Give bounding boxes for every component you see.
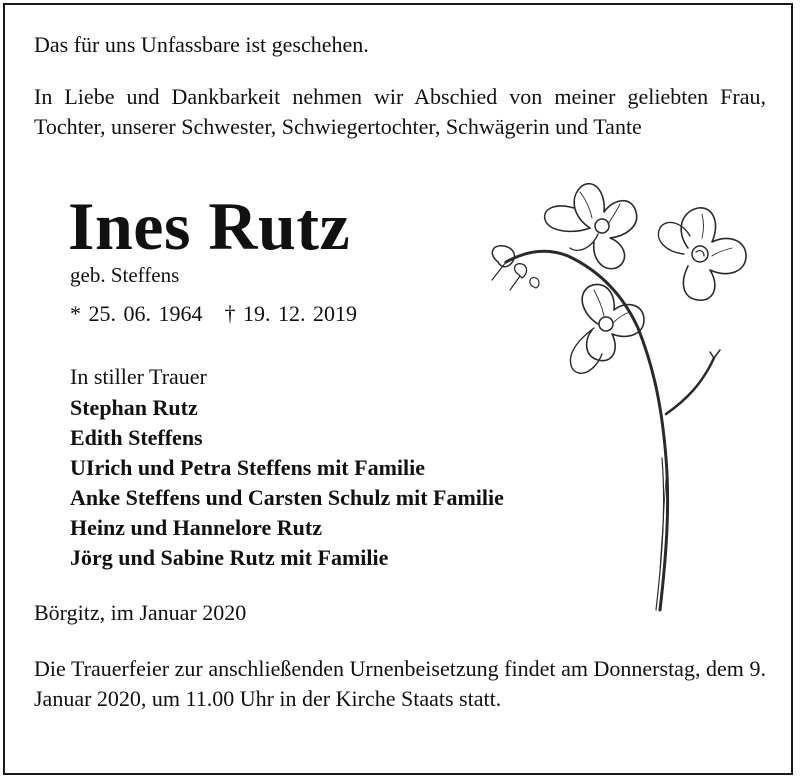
funeral-information: Die Trauerfeier zur anschließenden Urnenbeisetzung findet am Donnerstag, dem 9. Januar 2020, um 11.00 Uhr in der Kirche Staats statt. <box>34 656 766 711</box>
deceased-name: Ines Rutz <box>68 188 351 264</box>
mourner-name: Edith Steffens <box>70 425 203 450</box>
birth-name: geb. Steffens <box>70 263 180 287</box>
mourner-name: UIrich und Petra Steffens mit Familie <box>70 455 425 480</box>
death-date: † 19. 12. 2019 <box>224 301 357 326</box>
farewell-paragraph: In Liebe und Dankbarkeit nehmen wir Abschied von meiner geliebten Frau, Tochter, unserer Schwester, Schwiegertochter, Schwägerin und Tante <box>34 84 766 139</box>
mourner-name: Stephan Rutz <box>70 395 198 420</box>
mourners-list <box>70 393 504 573</box>
birth-date: * 25. 06. 1964 <box>70 301 203 326</box>
mourning-label: In stiller Trauer <box>70 364 207 389</box>
orchid-stem <box>506 251 668 610</box>
mourner-name: Jörg und Sabine Rutz mit Familie <box>70 545 389 570</box>
orchid-illustration-icon <box>470 178 770 618</box>
orchid-flower <box>681 208 746 300</box>
orchid-bud <box>492 246 514 267</box>
life-dates <box>70 300 357 328</box>
place-and-date: Börgitz, im Januar 2020 <box>34 600 247 625</box>
mourner-name: Anke Steffens und Carsten Schulz mit Familie <box>70 485 504 510</box>
orchid-side-shoot <box>666 358 714 414</box>
mourner-name: Heinz und Hannelore Rutz <box>70 515 323 540</box>
intro-line: Das für uns Unfassbare ist geschehen. <box>34 32 369 57</box>
